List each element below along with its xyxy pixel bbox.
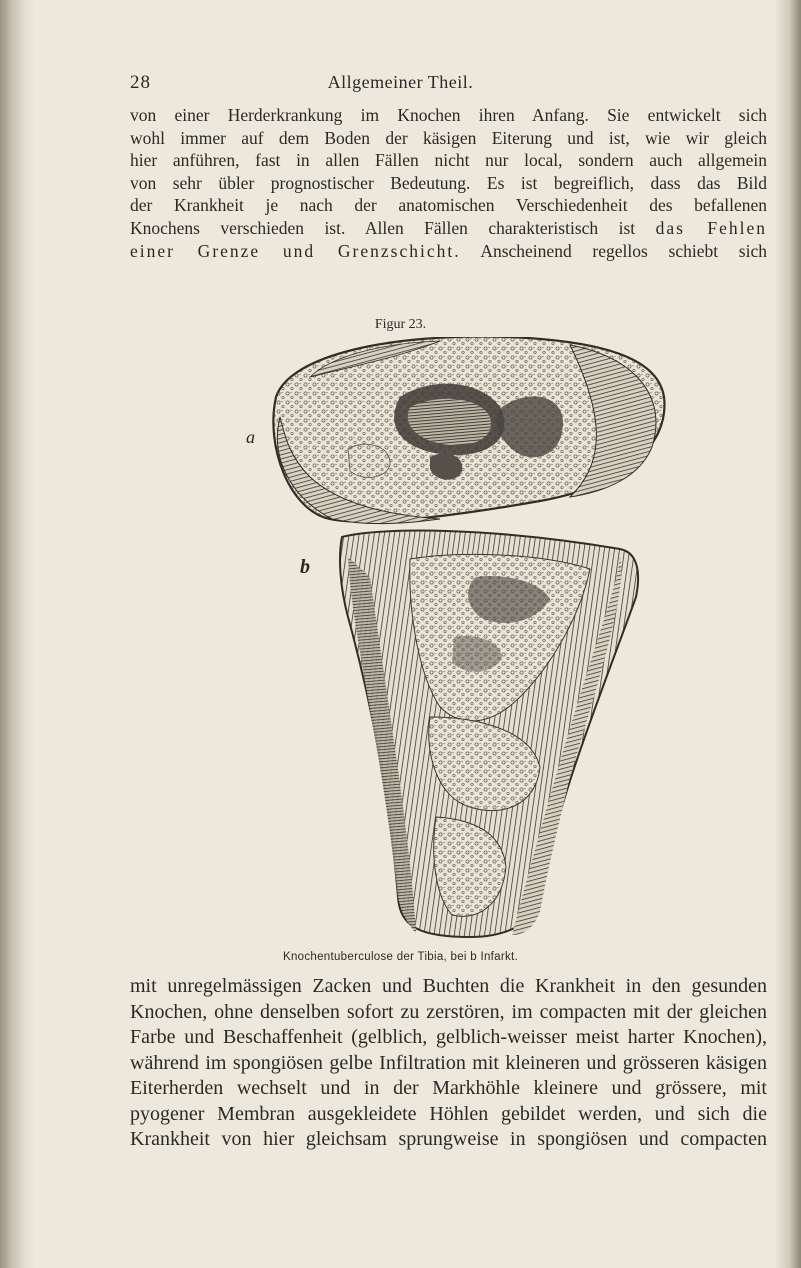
- text-line: mit unregelmässigen Zacken und Buchten die Krankheit in den gesunden: [130, 975, 767, 997]
- emphasized-text: das Fehlen: [655, 217, 767, 238]
- text-line: von sehr übler prognostischer Bedeutung. Es ist begreiflich, dass das Bild: [130, 172, 767, 193]
- bottom-paragraph: [130, 974, 767, 1153]
- page-binding-shadow-left: [0, 0, 36, 1268]
- page-number: 28: [130, 72, 151, 93]
- cross-section-a: [273, 337, 664, 524]
- text-line: hier anführen, fast in allen Fällen nicht nur local, sondern auch allgemein: [130, 150, 767, 171]
- bone-illustration-svg: [240, 337, 670, 949]
- figure-caption: Knochentuberculose der Tibia, bei b Infarkt.: [282, 951, 519, 963]
- text-line: wohl immer auf dem Boden der käsigen Eiterung und ist, wie wir gleich: [130, 127, 767, 148]
- running-head: [0, 72, 801, 100]
- text-line: Farbe und Beschaffenheit (gelblich, gelblich-weisser meist harter Knochen),: [130, 1026, 767, 1048]
- text-line: Eiterherden wechselt und in der Markhöhle kleinere und grössere, mit: [130, 1077, 767, 1099]
- text-line-with-emphasis: [130, 240, 767, 263]
- top-paragraph: [130, 104, 767, 262]
- text-line: Knochen, ohne denselben sofort zu zerstören, im compacten mit der gleichen: [130, 1000, 767, 1023]
- figure-illustration: [240, 337, 670, 949]
- text-line-with-emphasis: [130, 217, 767, 240]
- emphasized-text: einer Grenze und Grenzschicht.: [130, 240, 461, 261]
- text-segment: Anscheinend regellos schiebt sich: [480, 240, 767, 261]
- text-segment: Knochens verschieden ist. Allen Fällen charakteristisch ist: [130, 217, 636, 238]
- figure-letter-a: a: [246, 427, 255, 447]
- text-line: pyogener Membran ausgekleidete Höhlen gebildet werden, und sich die: [130, 1102, 767, 1125]
- text-line: von einer Herderkrankung im Knochen ihren Anfang. Sie entwickelt sich: [130, 105, 767, 125]
- text-line: während im spongiösen gelbe Infiltration mit kleineren und grösseren käsigen: [130, 1051, 767, 1074]
- text-line: Krankheit von hier gleichsam sprungweise in spongiösen und compacten: [130, 1128, 767, 1150]
- page-edge-shadow-right: [775, 0, 801, 1268]
- longitudinal-section-b: [340, 531, 638, 937]
- section-title: Allgemeiner Theil.: [327, 72, 474, 92]
- figure-label: Figur 23.: [374, 317, 427, 332]
- figure-letter-b: b: [300, 556, 310, 578]
- text-line: der Krankheit je nach der anatomischen Verschiedenheit des befallenen: [130, 195, 767, 216]
